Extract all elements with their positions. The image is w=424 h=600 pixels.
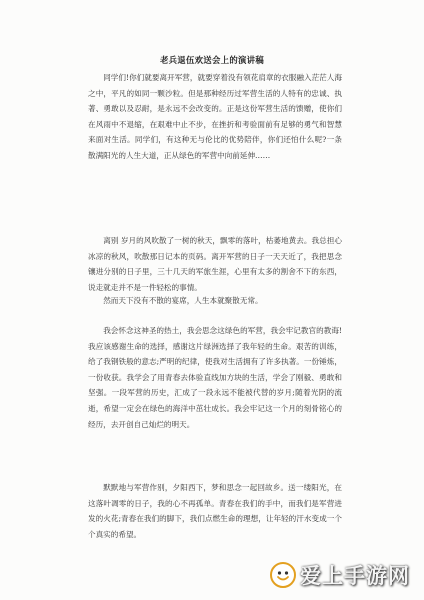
watermark [270,560,410,590]
paragraph-2: 离别 岁月的风吹散了一树的秋天，飘零的落叶，枯萎地黄去。我总担心冰凉的秋风，吹散那日记本的页码。离开军营的日子一天天近了，我把思念镶进分别的日子里，三十几天的军旅生涯，心里有太多的割舍不下的东西，说走就走并不是一件轻松的事情。 [88,236,342,292]
paragraph-5: 默默地与军营作别，夕阳西下，梦和思念一起回故乡。送一缕阳光，在这落叶凋零的日子，我的心不再孤单。青春在我们的手中，而我们是军营进发的火花;青春在我们的脚下，我们点燃生命的理想，让年轻的汗水变成一个个真实的希望。 [88,483,342,539]
watermark-text: 爱上手游网 [300,564,410,588]
document-title: 老兵退伍欢送会上的演讲稿 [159,55,265,65]
smiley-face-icon [270,562,296,588]
paragraph-3: 然而天下没有不散的宴席，人生本就聚散无常。 [103,296,263,305]
paragraph-4: 我会怀念这神圣的热土，我会思念这绿色的军营，我会牢记教官的教诲!我应该感谢生命的选择，感谢这片绿洲选择了我年轻的生命。艰苦的训练，给了我钢铁般的意志;严明的纪律，使我对生活拥有了许多执著。一份锤炼，一份收获。我学会了用青春去体验直线加方块的生活，学会了刚毅、勇敢和坚强。一段军营的历史，汇成了一段永远不能被代替的岁月;随着光阴的流逝，希望一定会在绿色的海洋中茁壮成长。我会牢记这一个月的刻骨铭心的经历，去开创自己灿烂的明天。 [88,326,342,429]
paragraph-1: 同学们!你们就要离开军营，就要穿着没有领花肩章的衣服融入茫茫人海之中，平凡的如同一颗沙粒。但是那种经历过军营生活的人特有的忠诚、执著、勇敢以及忍耐，是永远不会改变的。正是这份军营生活的馈赠，使你们在风雨中不退缩，在艰难中止不步，在挫折和考验面前有足够的勇气和智慧来面对生活。同学们，有这种无与伦比的优势陪伴，你们还怕什么呢?一条散满阳光的人生大道，正从绿色的军营中向前延伸…… [88,73,342,160]
